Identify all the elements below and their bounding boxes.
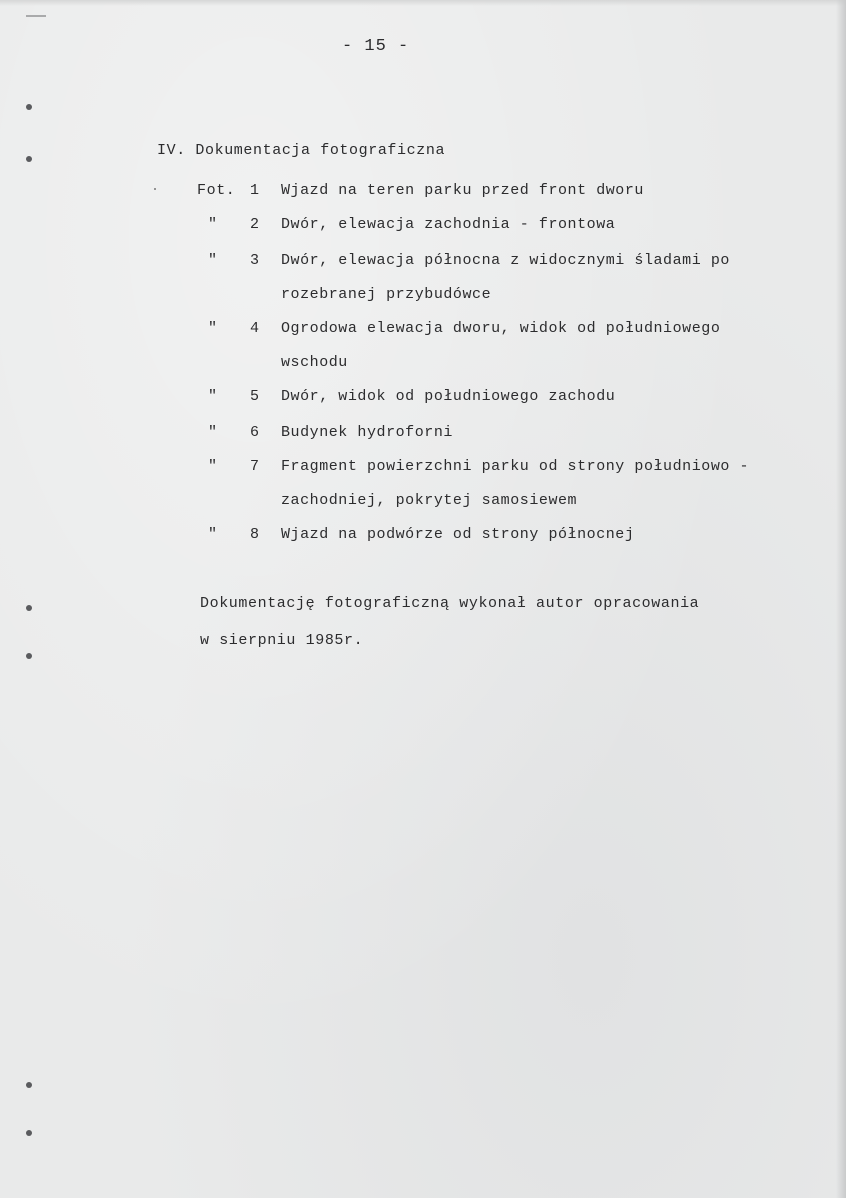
- punch-hole-mark: [26, 1082, 32, 1088]
- corner-mark: [26, 15, 46, 17]
- photo-label: ": [208, 252, 218, 269]
- photo-caption-line: Fragment powierzchni parku od strony południowo -: [281, 458, 750, 475]
- photo-caption-line: zachodniej, pokrytej samosiewem: [281, 492, 578, 509]
- page-edge-right: [836, 0, 846, 1198]
- photo-number: 4: [250, 320, 260, 337]
- closing-note-line-2: w sierpniu 1985r.: [200, 632, 364, 649]
- photo-number: 2: [250, 216, 260, 233]
- photo-label: ": [208, 526, 218, 543]
- photo-label: ": [208, 216, 218, 233]
- photo-caption-line: Wjazd na teren parku przed front dworu: [281, 182, 644, 199]
- photo-label: ": [208, 424, 218, 441]
- photo-number: 6: [250, 424, 260, 441]
- photo-caption-line: wschodu: [281, 354, 348, 371]
- page-edge-top: [0, 0, 846, 6]
- section-heading: IV. Dokumentacja fotograficzna: [157, 142, 446, 159]
- punch-hole-mark: [26, 605, 32, 611]
- photo-number: 3: [250, 252, 260, 269]
- photo-caption-line: Dwór, widok od południowego zachodu: [281, 388, 616, 405]
- page-number: - 15 -: [342, 37, 410, 56]
- punch-hole-mark: [26, 1130, 32, 1136]
- photo-label: Fot.: [197, 182, 236, 199]
- photo-label: ": [208, 388, 218, 405]
- photo-caption-line: Wjazd na podwórze od strony północnej: [281, 526, 635, 543]
- punch-hole-mark: [26, 104, 32, 110]
- photo-caption-line: Budynek hydroforni: [281, 424, 453, 441]
- photo-number: 5: [250, 388, 260, 405]
- photo-caption-line: Ogrodowa elewacja dworu, widok od południowego: [281, 320, 721, 337]
- punch-hole-mark: [26, 653, 32, 659]
- photo-caption-line: Dwór, elewacja północna z widocznymi śladami po: [281, 252, 730, 269]
- photo-number: 8: [250, 526, 260, 543]
- photo-label: ": [208, 458, 218, 475]
- photo-number: 7: [250, 458, 260, 475]
- closing-note-line-1: Dokumentację fotograficzną wykonał autor opracowania: [200, 595, 700, 612]
- photo-caption-line: rozebranej przybudówce: [281, 286, 492, 303]
- photo-number: 1: [250, 182, 260, 199]
- stray-dot: [154, 188, 156, 190]
- punch-hole-mark: [26, 156, 32, 162]
- photo-label: ": [208, 320, 218, 337]
- photo-caption-line: Dwór, elewacja zachodnia - frontowa: [281, 216, 616, 233]
